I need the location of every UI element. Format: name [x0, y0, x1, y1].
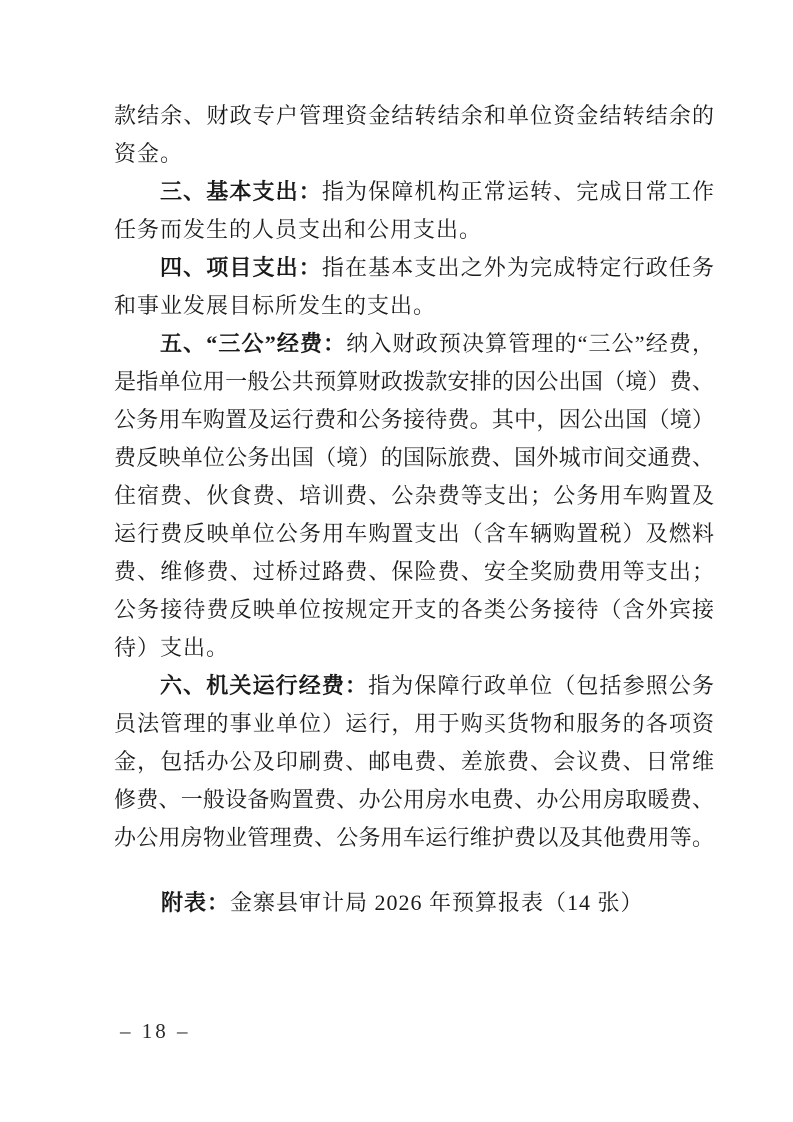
text-line: 三、基本支出：指为保障机构正常运转、完成日常工作 [160, 179, 714, 204]
text-line: 费、维修费、过桥过路费、保险费、安全奖励费用等支出； [114, 559, 714, 584]
text-line: 四、项目支出：指在基本支出之外为完成特定行政任务 [160, 255, 714, 280]
attachment-line [161, 884, 644, 922]
text-line: 员法管理的事业单位）运行，用于购买货物和服务的各项资 [114, 711, 714, 736]
section-heading: 三、基本支出： [160, 179, 322, 204]
text-line: 住宿费、伙食费、培训费、公杂费等支出；公务用车购置及 [114, 483, 714, 508]
text-line: 任务而发生的人员支出和公用支出。 [114, 217, 483, 242]
text-line: 公务用车购置及运行费和公务接待费。其中，因公出国（境） [114, 407, 714, 432]
text-line: 金，包括办公及印刷费、邮电费、差旅费、会议费、日常维 [114, 749, 714, 774]
text-line: 费反映单位公务出国（境）的国际旅费、国外城市间交通费、 [114, 445, 714, 470]
text-line: 六、机关运行经费：指为保障行政单位（包括参照公务 [160, 673, 714, 698]
text-line: 公务接待费反映单位按规定开支的各类公务接待（含外宾接 [114, 597, 714, 622]
text-line: 款结余、财政专户管理资金结转结余和单位资金结转结余的 [114, 103, 714, 128]
body-text [114, 97, 714, 857]
attachment-text: 金寨县审计局 2026 年预算报表（14 张） [230, 890, 644, 915]
section-heading: 五、“三公”经费： [160, 331, 347, 356]
text-line: 资金。 [114, 141, 184, 166]
section-heading: 四、项目支出： [160, 255, 322, 280]
text-line: 是指单位用一般公共预算财政拨款安排的因公出国（境）费、 [114, 369, 714, 394]
text-line: 和事业发展目标所发生的支出。 [114, 293, 437, 318]
text-line: 待）支出。 [114, 635, 230, 660]
text-line: 办公用房物业管理费、公务用车运行维护费以及其他费用等。 [114, 825, 714, 850]
attachment-label: 附表： [161, 890, 231, 915]
text-line: 五、“三公”经费：纳入财政预决算管理的“三公”经费， [160, 331, 714, 356]
text-line: 运行费反映单位公务用车购置支出（含车辆购置税）及燃料 [114, 521, 714, 546]
page-number: – 18 – [120, 1019, 191, 1043]
section-heading: 六、机关运行经费： [160, 673, 369, 698]
text-line: 修费、一般设备购置费、办公用房水电费、办公用房取暖费、 [114, 787, 714, 812]
